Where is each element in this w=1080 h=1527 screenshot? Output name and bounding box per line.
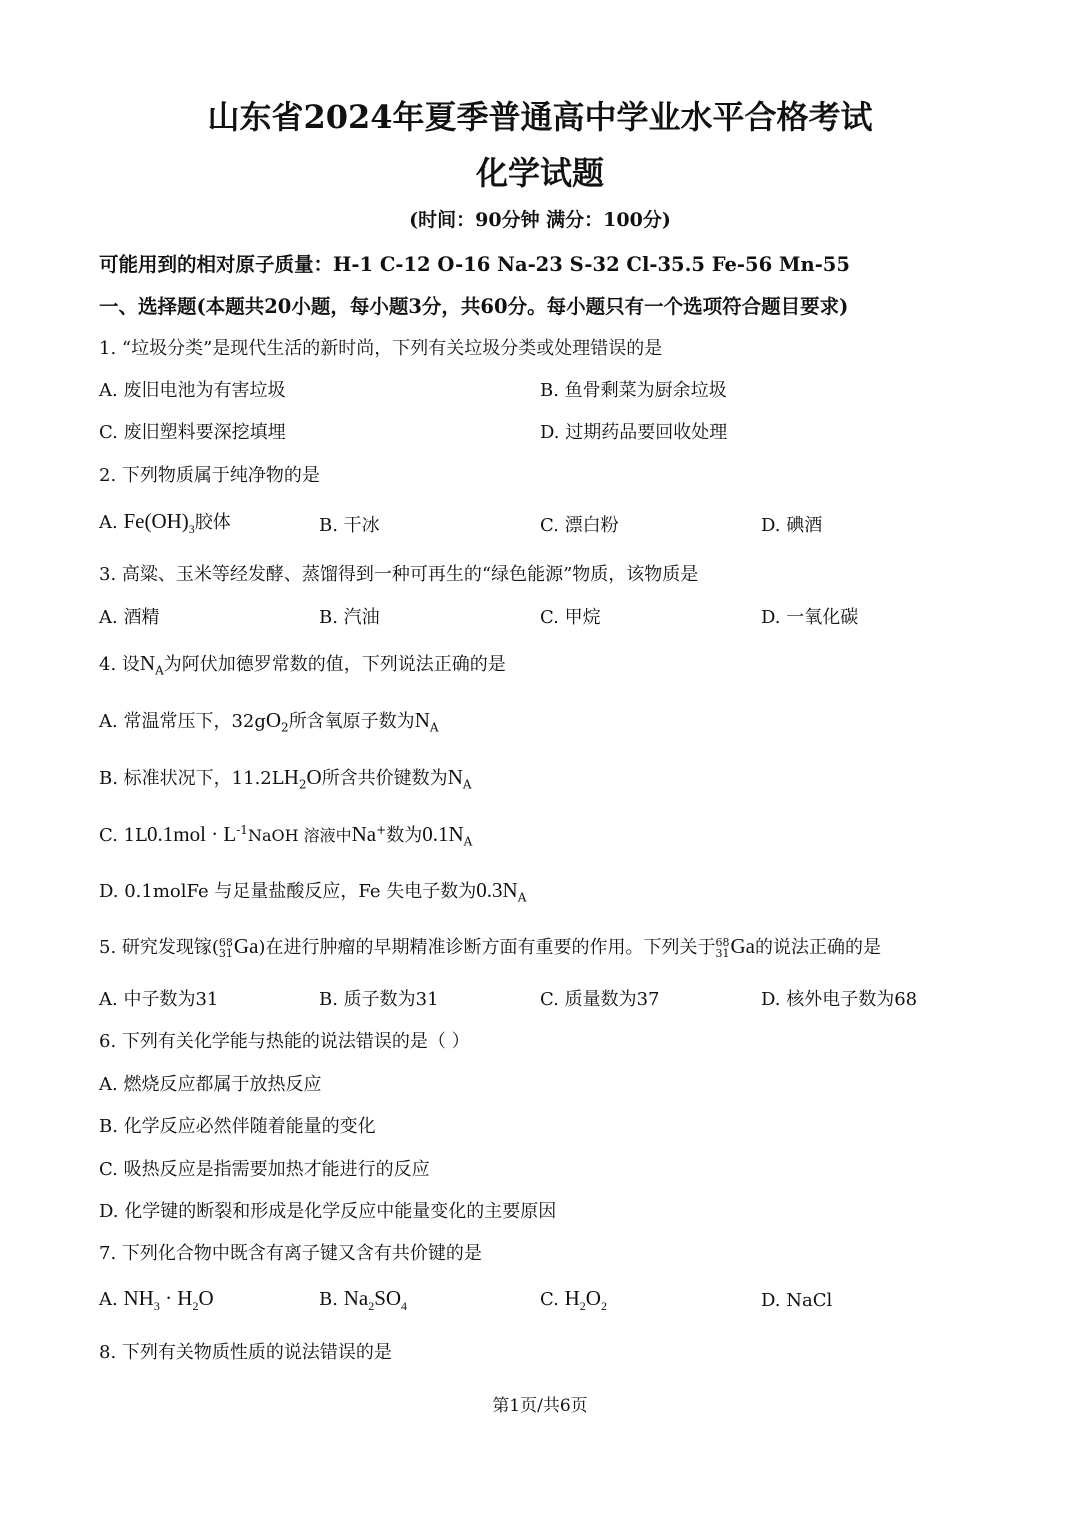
stem-text: 5. 研究发现镓( [99,937,219,958]
formula-text: 0.1mol · L [146,822,237,846]
question-4-option-b [99,764,472,792]
question-2-option-c: C. 漂白粉 [540,515,619,536]
formula-text: O [198,1286,214,1310]
question-5-stem [99,933,881,959]
formula-text: NH [123,1286,154,1310]
stem-text: )在进行肿瘤的早期精准诊断方面有重要的作用。下列关于 [258,937,716,958]
stem-text: 4. 设 [99,654,140,675]
question-5-option-a: A. 中子数为31 [99,989,219,1010]
formula-subscript: 3 [153,1299,160,1314]
formula-text: N [447,765,463,789]
formula-subscript: A [517,890,527,905]
question-2-option-d: D. 碘酒 [761,515,823,536]
formula-text: O [265,708,282,732]
formula-subscript: 2 [192,1299,199,1314]
chem-formula [123,509,195,537]
question-4-option-c [99,821,472,849]
formula-text: N [414,708,430,732]
formula-subscript: 2 [298,777,307,792]
formula-text: SO [374,1286,402,1310]
option-text: 所含氧原子数为 [288,711,415,732]
question-1-stem: 1. “垃圾分类”是现代生活的新时尚，下列有关垃圾分类或处理错误的是 [99,338,663,359]
formula-subscript: A [462,777,472,792]
question-2-option-b: B. 干冰 [319,515,380,536]
question-7-option-b [319,1286,407,1314]
formula-text: Na [343,1286,369,1310]
isotope-notation [219,937,233,959]
question-2-option-a [99,508,231,537]
question-3-option-a: A. 酒精 [99,607,160,628]
option-text: 胶体 [194,512,231,533]
question-1-option-a: A. 废旧电池为有害垃圾 [99,380,286,401]
formula-text: 0.3N [476,878,518,902]
page-number: 第1页/共6页 [492,1396,588,1416]
question-5-option-b: B. 质子数为31 [319,989,439,1010]
option-text: NaOH 溶液中 [247,826,352,845]
option-letter: C. [540,1289,559,1310]
question-7-option-c [540,1286,607,1314]
exam-info: (时间：90分钟 满分：100分) [409,209,671,231]
question-6-stem: 6. 下列有关化学能与热能的说法错误的是（ ） [99,1031,470,1052]
option-text: 所含共价键数为 [321,768,448,789]
formula-subscript: A [429,720,439,735]
formula-text: Na [351,822,377,846]
question-1-option-b: B. 鱼骨剩菜为厨余垃圾 [540,380,727,401]
isotope-notation [715,937,729,959]
atomic-number: 31 [218,947,233,960]
atomic-number: 31 [715,947,730,960]
formula-text: · H [159,1286,193,1310]
question-3-option-b: B. 汽油 [319,607,380,628]
formula-text: N [139,651,156,675]
question-1-option-c: C. 废旧塑料要深挖填埋 [99,422,286,443]
question-6-option-d: D. 化学键的断裂和形成是化学反应中能量变化的主要原因 [99,1201,557,1222]
formula-subscript: 2 [368,1299,375,1314]
question-4-option-d [99,877,526,905]
option-letter: A. [99,1289,118,1310]
chem-formula [564,1286,607,1314]
question-3-option-d: D. 一氧化碳 [761,607,859,628]
chem-formula [343,1286,408,1314]
option-text: 数为 [386,825,423,846]
formula-text: Fe(OH) [123,509,189,533]
option-text: A. 常温常压下，32g [99,711,266,732]
stem-text: 的说法正确的是 [754,937,881,958]
formula-text: H [283,765,299,789]
formula-text: H [564,1286,580,1310]
section-heading: 一、选择题(本题共20小题，每小题3分，共60分。每小题只有一个选项符合题目要求) [99,295,849,318]
question-4-option-a [99,707,439,735]
question-4-stem [99,650,506,678]
option-letter: A. [99,512,118,533]
mass-number: 68 [715,936,730,949]
formula-subscript: 2 [579,1299,586,1314]
question-8-stem: 8. 下列有关物质性质的说法错误的是 [99,1342,392,1363]
formula-subscript: A [463,834,473,849]
formula-text: O [306,765,322,789]
question-5-option-d: D. 核外电子数为68 [761,989,918,1010]
formula-subscript: 4 [401,1299,408,1314]
formula-subscript: A [155,663,164,678]
question-7-option-a [99,1286,214,1314]
question-5-option-c: C. 质量数为37 [540,989,660,1010]
formula-superscript: + [376,823,387,837]
mass-number: 68 [218,936,233,949]
formula-superscript: -1 [236,823,248,837]
formula-text: 0.1N [422,822,464,846]
element-symbol: Ga [730,934,755,958]
formula-text: O [585,1286,601,1310]
question-6-option-c: C. 吸热反应是指需要加热才能进行的反应 [99,1159,430,1180]
formula-subscript: 2 [281,720,289,735]
formula-subscript: 3 [188,522,195,537]
option-text: B. 标准状况下，11.2L [99,768,284,789]
chem-formula [123,1286,214,1314]
question-3-stem: 3. 高粱、玉米等经发酵、蒸馏得到一种可再生的“绿色能源”物质，该物质是 [99,564,699,585]
question-7-option-d: D. NaCl [761,1290,833,1311]
exam-title: 山东省2024年夏季普通高中学业水平合格考试 [207,98,873,136]
question-6-option-a: A. 燃烧反应都属于放热反应 [99,1074,322,1095]
question-1-option-d: D. 过期药品要回收处理 [540,422,728,443]
formula-subscript: 2 [600,1299,607,1314]
option-text: C. 1L [99,825,147,846]
option-text: D. 0.1molFe 与足量盐酸反应，Fe 失电子数为 [99,881,477,902]
stem-text: 为阿伏加德罗常数的值，下列说法正确的是 [163,654,506,675]
question-3-option-c: C. 甲烷 [540,607,601,628]
option-letter: B. [319,1289,338,1310]
question-6-option-b: B. 化学反应必然伴随着能量的变化 [99,1116,376,1137]
element-symbol: Ga [233,934,259,958]
exam-subtitle: 化学试题 [475,154,604,192]
question-7-stem: 7. 下列化合物中既含有离子键又含有共价键的是 [99,1243,482,1264]
atomic-mass-line: 可能用到的相对原子质量：H-1 C-12 O-16 Na-23 S-32 Cl-35.5 Fe-56 Mn-55 [99,253,850,276]
question-2-stem: 2. 下列物质属于纯净物的是 [99,465,320,486]
